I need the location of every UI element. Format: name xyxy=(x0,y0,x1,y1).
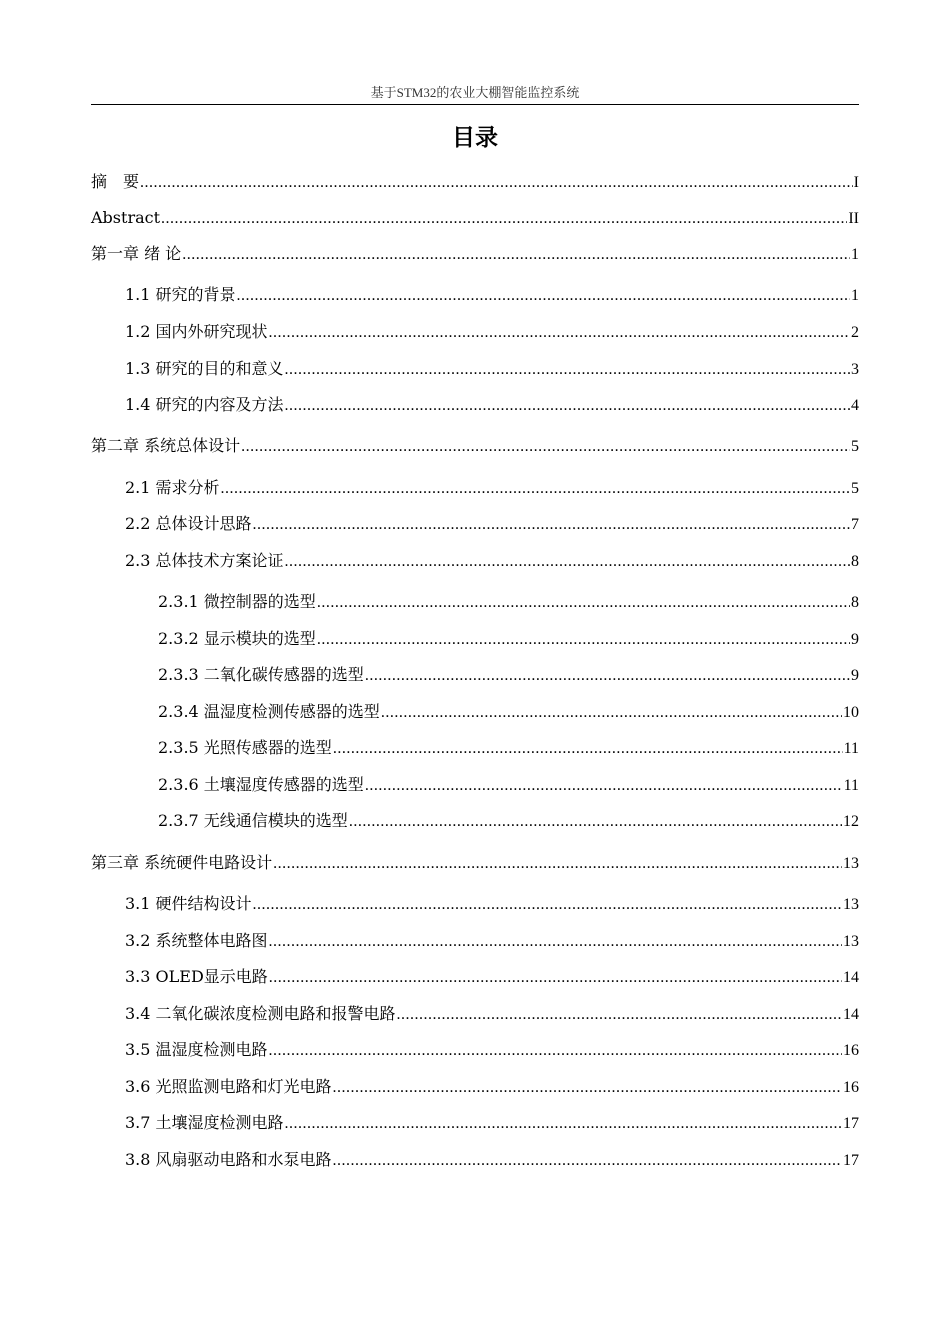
toc-title: 目录 xyxy=(452,125,498,151)
toc-page-number: I xyxy=(853,174,859,191)
toc-page-number: II xyxy=(848,210,859,227)
toc-entry-label: 2.3.4 温湿度检测传感器的选型 xyxy=(158,702,380,721)
toc-entry-1-4[interactable] xyxy=(125,394,859,416)
toc-page-number: 11 xyxy=(843,777,859,794)
toc-leader-dots xyxy=(365,775,843,797)
toc-page-number: 13 xyxy=(843,933,859,950)
toc-entry-label: 1.3 研究的目的和意义 xyxy=(125,359,284,378)
toc-page-number: 12 xyxy=(843,813,859,830)
toc-leader-dots xyxy=(253,894,842,916)
toc-entry-label: 3.7 土壤湿度检测电路 xyxy=(125,1113,284,1132)
toc-entry-label: 2.3.3 二氧化碳传感器的选型 xyxy=(158,665,364,684)
toc-entry-label: 3.6 光照监测电路和灯光电路 xyxy=(125,1077,332,1096)
toc-page-number: 9 xyxy=(851,667,859,684)
toc-page-number: 11 xyxy=(843,740,859,757)
toc-entry-label: 3.3 OLED显示电路 xyxy=(125,967,268,986)
toc-page-number: 13 xyxy=(843,855,859,872)
toc-entry-2-1[interactable] xyxy=(125,477,859,499)
toc-leader-dots xyxy=(381,702,842,724)
toc-entry-abstract-en[interactable] xyxy=(91,207,859,229)
toc-leader-dots xyxy=(241,436,850,458)
toc-page-number: 17 xyxy=(843,1152,859,1169)
toc-entry-label: 2.3.7 无线通信模块的选型 xyxy=(158,811,348,830)
toc-entry-3-2[interactable] xyxy=(125,930,859,952)
toc-page-number: 16 xyxy=(843,1079,859,1096)
toc-leader-dots xyxy=(397,1004,842,1026)
toc-leader-dots xyxy=(253,514,850,536)
toc-entry-2-3-1[interactable] xyxy=(158,591,859,613)
toc-entry-label: 第二章 系统总体设计 xyxy=(91,436,241,455)
toc-leader-dots xyxy=(317,592,850,614)
toc-page-number: 2 xyxy=(851,324,859,341)
toc-entry-chapter-3[interactable] xyxy=(91,852,859,874)
toc-page-number: 4 xyxy=(851,397,859,414)
toc-page-number: 10 xyxy=(843,704,859,721)
toc-leader-dots xyxy=(317,629,850,651)
toc-entry-label: Abstract xyxy=(91,208,161,227)
toc-leader-dots xyxy=(285,395,850,417)
toc-entry-2-3-5[interactable] xyxy=(158,737,859,759)
toc-entry-3-7[interactable] xyxy=(125,1112,859,1134)
toc-page-number: 5 xyxy=(851,480,859,497)
toc-entry-label: 3.2 系统整体电路图 xyxy=(125,931,268,950)
toc-entry-chapter-2[interactable] xyxy=(91,435,859,457)
toc-page-number: 3 xyxy=(851,361,859,378)
toc-leader-dots xyxy=(182,244,850,266)
toc-entry-2-2[interactable] xyxy=(125,513,859,535)
toc-page-number: 1 xyxy=(851,287,859,304)
toc-entry-3-6[interactable] xyxy=(125,1076,859,1098)
toc-entry-label: 2.3.5 光照传感器的选型 xyxy=(158,738,332,757)
toc-entry-label: 2.1 需求分析 xyxy=(125,478,220,497)
toc-entry-label: 2.2 总体设计思路 xyxy=(125,514,252,533)
toc-entry-2-3-3[interactable] xyxy=(158,664,859,686)
toc-page-number: 9 xyxy=(851,631,859,648)
toc-entry-label: 1.4 研究的内容及方法 xyxy=(125,395,284,414)
toc-entry-1-3[interactable] xyxy=(125,358,859,380)
toc-page-number: 1 xyxy=(851,246,859,263)
toc-leader-dots xyxy=(333,738,843,760)
toc-leader-dots xyxy=(269,931,842,953)
toc-leader-dots xyxy=(349,811,842,833)
toc-leader-dots xyxy=(333,1077,842,1099)
running-header: 基于STM32的农业大棚智能监控系统 xyxy=(370,85,580,100)
toc-leader-dots xyxy=(365,665,850,687)
toc-page-number: 13 xyxy=(843,896,859,913)
toc-leader-dots xyxy=(273,853,842,875)
toc-entry-2-3[interactable] xyxy=(125,550,859,572)
toc-entry-3-8[interactable] xyxy=(125,1149,859,1171)
toc-entry-label: 3.8 风扇驱动电路和水泵电路 xyxy=(125,1150,332,1169)
toc-leader-dots xyxy=(140,172,853,194)
toc-entry-3-1[interactable] xyxy=(125,893,859,915)
toc-leader-dots xyxy=(269,967,842,989)
toc-entry-label: 2.3.6 土壤湿度传感器的选型 xyxy=(158,775,364,794)
toc-page-number: 8 xyxy=(851,553,859,570)
toc-leader-dots xyxy=(269,322,850,344)
toc-entry-chapter-1[interactable] xyxy=(91,243,859,265)
toc-page-number: 8 xyxy=(851,594,859,611)
toc-page-number: 17 xyxy=(843,1115,859,1132)
toc-leader-dots xyxy=(237,285,850,307)
toc-leader-dots xyxy=(285,359,850,381)
toc-entry-label: 3.5 温湿度检测电路 xyxy=(125,1040,268,1059)
toc-entry-abstract-zh[interactable] xyxy=(91,171,859,193)
toc-entry-2-3-2[interactable] xyxy=(158,628,859,650)
toc-entry-3-5[interactable] xyxy=(125,1039,859,1061)
toc-entry-3-3[interactable] xyxy=(125,966,859,988)
toc-page-number: 16 xyxy=(843,1042,859,1059)
toc-entry-label: 摘 要 xyxy=(91,172,140,191)
toc-leader-dots xyxy=(285,1113,842,1135)
toc-entry-label: 1.2 国内外研究现状 xyxy=(125,322,268,341)
toc-page-number: 14 xyxy=(843,1006,859,1023)
toc-entry-label: 2.3 总体技术方案论证 xyxy=(125,551,284,570)
toc-page-number: 7 xyxy=(851,516,859,533)
toc-leader-dots xyxy=(285,551,850,573)
toc-entry-2-3-4[interactable] xyxy=(158,701,859,723)
toc-entry-label: 1.1 研究的背景 xyxy=(125,285,236,304)
toc-leader-dots xyxy=(161,208,847,230)
toc-entry-1-2[interactable] xyxy=(125,321,859,343)
toc-entry-label: 3.4 二氧化碳浓度检测电路和报警电路 xyxy=(125,1004,396,1023)
toc-page-number: 14 xyxy=(843,969,859,986)
toc-entry-label: 第一章 绪 论 xyxy=(91,244,182,263)
toc-leader-dots xyxy=(269,1040,842,1062)
toc-entry-label: 第三章 系统硬件电路设计 xyxy=(91,853,273,872)
toc-entry-2-3-6[interactable] xyxy=(158,774,859,796)
toc-entry-label: 2.3.1 微控制器的选型 xyxy=(158,592,316,611)
toc-page-number: 5 xyxy=(851,438,859,455)
toc-leader-dots xyxy=(333,1150,842,1172)
toc-entry-label: 2.3.2 显示模块的选型 xyxy=(158,629,316,648)
toc-entry-label: 3.1 硬件结构设计 xyxy=(125,894,252,913)
toc-leader-dots xyxy=(221,478,850,500)
toc-entry-2-3-7[interactable] xyxy=(158,810,859,832)
toc-entry-3-4[interactable] xyxy=(125,1003,859,1025)
toc-entry-1-1[interactable] xyxy=(125,284,859,306)
